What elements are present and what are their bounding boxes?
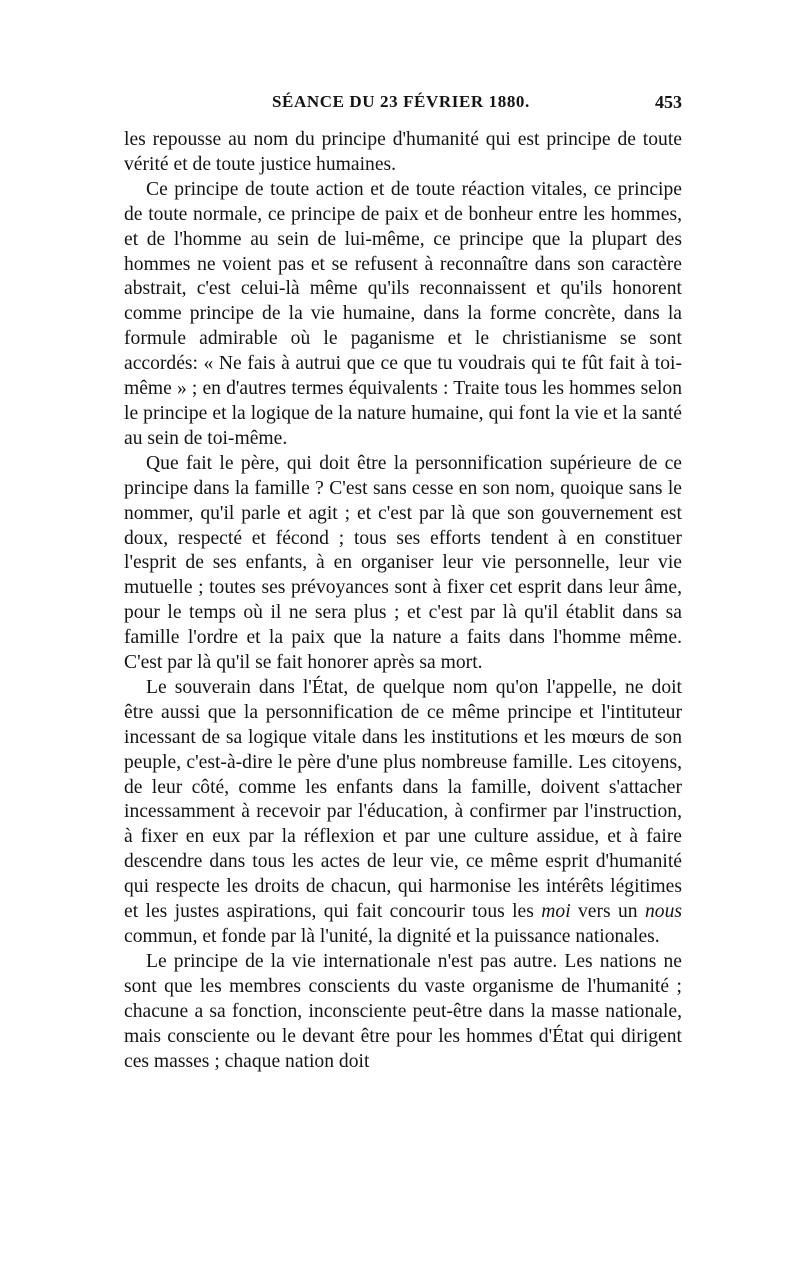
paragraph-principle: Ce principe de toute action et de toute réaction vitales, ce principe de toute normale, ce principe de paix et de bonheur entre les hommes, et de l'homme au sein de lui-même, ce principe que la plupart des hommes ne voient pas et se refusent à reconnaître dans son caractère abstrait, c'est celui-là même qu'ils reconnaissent et qu'ils honorent comme principe de la vie humaine, dans la forme concrète, dans la formule admirable où le paganisme et le christianisme se sont accordés: « Ne fais à autrui que ce que tu voudrais qui te fût fait à toi-même » ; en d'autres termes équivalents : Traite tous les hommes selon le principe et la logique de la nature humaine, qui font la vie et la santé au sein de toi-même. (124, 178, 682, 449)
paragraph-international: Le principe de la vie internationale n'est pas autre. Les nations ne sont que les membres conscients du vaste organisme de l'humanité ; chacune a sa fonction, inconsciente peut-être dans la masse nationale, mais consciente ou le devant être pour les hommes d'État qui dirigent ces masses ; chaque nation doit (124, 950, 682, 1072)
body-text (124, 128, 682, 1074)
book-page (124, 92, 682, 1074)
paragraph-continuation: les repousse au nom du principe d'humanité qui est principe de toute vérité et de toute justice humaines. (124, 129, 682, 175)
paragraph-sovereign-text-1: Le souverain dans l'État, de quelque nom qu'on l'appelle, ne doit être aussi que la personnification de ce même principe et l'intituteur incessant de sa logique vitale dans les institutions et les mœurs de son peuple, c'est-à-dire le père d'une plus nombreuse famille. Les citoyens, de leur côté, comme les enfants dans la famille, doivent s'attacher incessamment à recevoir par l'éducation, à confirmer par l'instruction, à fixer en eux par la réflexion et par une culture assidue, et à faire descendre dans tous les actes de leur vie, ce même esprit d'humanité qui respecte les droits de chacun, qui harmonise les intérêts légitimes et les justes aspirations, qui fait concourir tous les (124, 676, 682, 923)
paragraph-sovereign-text-3: commun, et fonde par là l'unité, la dignité et la puissance nationales. (124, 926, 660, 947)
paragraph-sovereign (124, 676, 682, 950)
italic-nous: nous (644, 901, 682, 923)
paragraph-sovereign-text-2: vers un (570, 901, 645, 923)
paragraph-father: Que fait le père, qui doit être la personnification supérieure de ce principe dans la famille ? C'est sans cesse en son nom, quoique sans le nommer, qu'il parle et agit ; et c'est par là que son gouvernement est doux, respecté et fécond ; tous ses efforts tendent à en constituer l'esprit de ses enfants, à en organiser leur vie personnelle, leur vie mutuelle ; toutes ses prévoyances sont à fixer cet esprit dans leur âme, pour le temps où il ne sera plus ; et c'est par là qu'il établit dans sa famille l'ordre et la paix que la nature a faits dans l'homme même. C'est par là qu'il se fait honorer après sa mort. (124, 452, 682, 674)
running-title: SÉANCE DU 23 FÉVRIER 1880. (272, 92, 530, 111)
page-number: 453 (655, 92, 682, 112)
italic-moi: moi (541, 901, 571, 923)
page-header (124, 92, 682, 124)
